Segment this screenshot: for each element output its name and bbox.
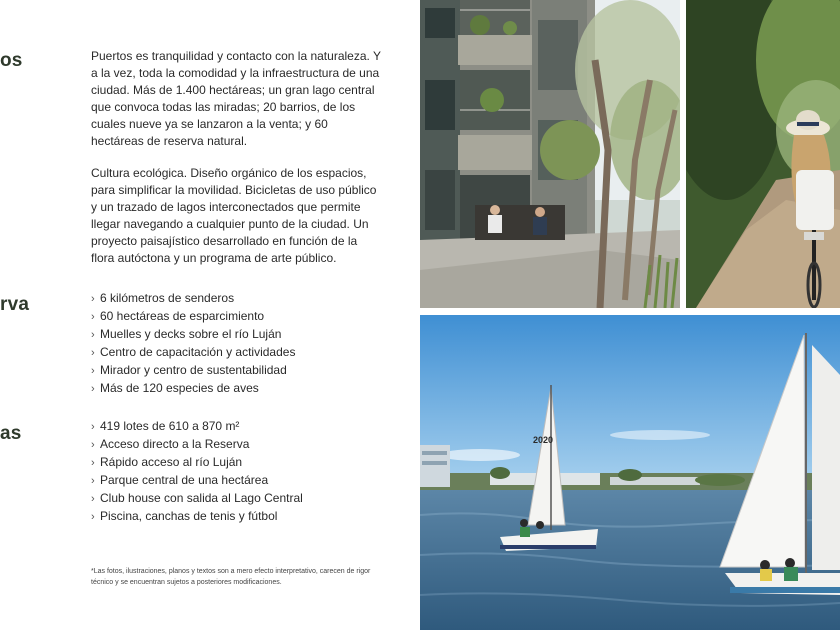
chevron-right-icon: › [91, 311, 95, 323]
chevron-right-icon: › [91, 439, 95, 451]
disclaimer-footnote: *Las fotos, ilustraciones, planos y textos son a mero efecto interpretativo, carecen de rigor técnico y se encuentran sujetos a posteriores modificaciones. [91, 568, 371, 586]
chevron-right-icon: › [91, 493, 95, 505]
reserve-features-list [91, 290, 295, 398]
list-item: › 60 hectáreas de esparcimiento [91, 308, 295, 326]
list-item: › Parque central de una hectárea [91, 472, 303, 490]
intro-paragraph: Puertos es tranquilidad y contacto con la naturaleza. Y a la vez, toda la comodidad y la infraestructura de una ciudad. Más de 1.400 hectáreas; un gran lago central que convoca todas las miradas; 20 barrios, de los cuales nueve ya se lanzaron a la venta; y 60 hectáreas de reserva natural. [91, 49, 381, 148]
section-heading-1: os [0, 50, 23, 71]
list-item: › 419 lotes de 610 a 870 m² [91, 418, 303, 436]
chevron-right-icon: › [91, 293, 95, 305]
list-item: › Mirador y centro de sustentabilidad [91, 362, 295, 380]
sail-number: 2020 [533, 435, 554, 445]
list-item: › Acceso directo a la Reserva [91, 436, 303, 454]
list-item: › Club house con salida al Lago Central [91, 490, 303, 508]
ecology-paragraph: Cultura ecológica. Diseño orgánico de los espacios, para simplificar la movilidad. Bicicletas de uso público y un trazado de lagos interconectados que permite llegar navegando a cualquier punto de la ciudad. Un proyecto paisajístico desarrollado en función de la flora autóctona y un programa de arte público. [91, 166, 377, 265]
list-item: › Piscina, canchas de tenis y fútbol [91, 508, 303, 526]
list-item: › Más de 120 especies de aves [91, 380, 295, 398]
chevron-right-icon: › [91, 475, 95, 487]
photo-building-cafe [420, 0, 680, 308]
section-heading-reserva: rva [0, 294, 30, 315]
photo-sailboats-lake [420, 315, 840, 630]
chevron-right-icon: › [91, 383, 95, 395]
photo-woman-bicycle [686, 0, 840, 308]
chevron-right-icon: › [91, 347, 95, 359]
list-item: › Rápido acceso al río Luján [91, 454, 303, 472]
chevron-right-icon: › [91, 421, 95, 433]
chevron-right-icon: › [91, 511, 95, 523]
lots-features-list [91, 418, 303, 526]
list-item: › 6 kilómetros de senderos [91, 290, 295, 308]
chevron-right-icon: › [91, 365, 95, 377]
chevron-right-icon: › [91, 329, 95, 341]
section-heading-3: as [0, 423, 22, 444]
chevron-right-icon: › [91, 457, 95, 469]
list-item: › Centro de capacitación y actividades [91, 344, 295, 362]
list-item: › Muelles y decks sobre el río Luján [91, 326, 295, 344]
